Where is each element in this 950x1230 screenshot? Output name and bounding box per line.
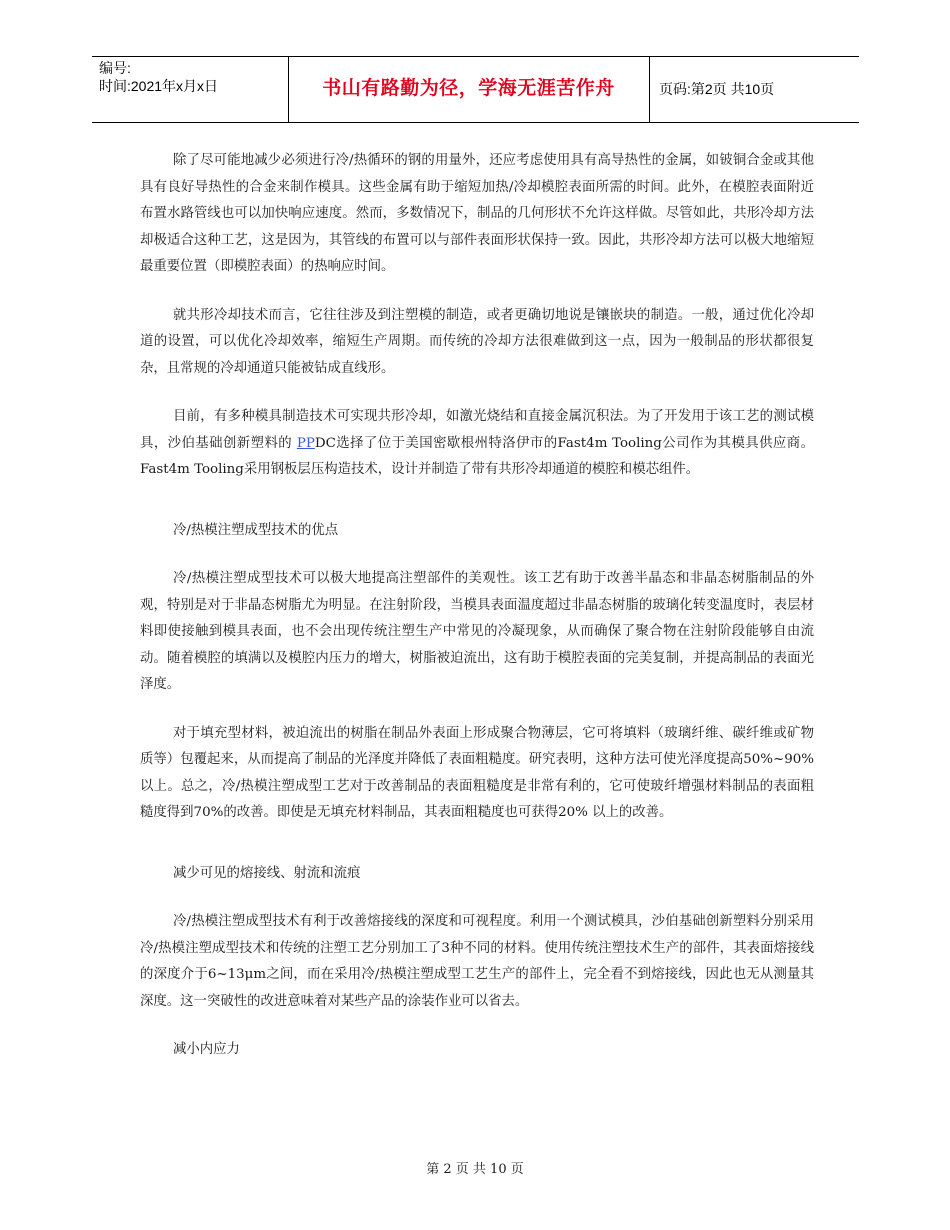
ppdc-link[interactable]: PP (296, 435, 315, 451)
page-header (92, 56, 859, 123)
section-heading: 减小内应力 (173, 1042, 240, 1057)
document-body (140, 148, 814, 1086)
paragraph: 冷/热模注塑成型技术可以极大地提高注塑部件的美观性。该工艺有助于改善半晶态和非晶态树脂制品的外观，特别是对于非晶态树脂尤为明显。在注射阶段，当模具表面温度超过非晶态树脂的玻璃化转变温度时，表层材料即使接触到模具表面，也不会出现传统注塑生产中常见的冷凝现象，从而确保了聚合物在注射阶段能够自由流动。随着模腔的填满以及模腔内压力的增大，树脂被迫流出，这有助于模腔表面的完美复制，并提高制品的表面光泽度。 (140, 571, 814, 692)
paragraph-text: DC选择了位于美国密歇根州特洛伊市的Fast4m Tooling公司作为其模具供应商。Fast4m Tooling采用钢板层压构造技术，设计并制造了带有共形冷却通道的模腔和模芯组件。 (140, 435, 814, 477)
paragraph: 就共形冷却技术而言，它往往涉及到注塑模的制造，或者更确切地说是镶嵌块的制造。一般，通过优化冷却道的设置，可以优化冷却效率，缩短生产周期。而传统的冷却方法很难做到这一点，因为一般制品的形状都很复杂，且常规的冷却通道只能被钻成直线形。 (140, 307, 814, 376)
document-number-label: 编号: (99, 60, 131, 76)
section-heading: 冷/热模注塑成型技术的优点 (173, 522, 339, 538)
header-meta (99, 59, 287, 95)
header-page-info: 页码:第2页 共10页 (659, 81, 775, 97)
paragraph: 对于填充型材料，被迫流出的树脂在制品外表面上形成聚合物薄层，它可将填料（玻璃纤维、碳纤维或矿物质等）包覆起来，从而提高了制品的光泽度并降低了表面粗糙度。研究表明，这种方法可使光泽度提高50%~90%以上。总之，冷/热模注塑成型工艺对于改善制品的表面粗糙度是非常有利的，它可使玻纤增强材料制品的表面粗糙度得到70%的改善。即使是无填充材料制品，其表面粗糙度也可获得20% 以上的改善。 (140, 725, 814, 820)
section-heading: 减少可见的熔接线、射流和流痕 (173, 865, 361, 881)
paragraph (140, 404, 814, 484)
header-motto: 书山有路勤为径，学海无涯苦作舟 (322, 77, 615, 99)
document-time-label: 时间:2021年x月x日 (99, 78, 219, 94)
header-divider (649, 57, 650, 122)
paragraph: 除了尽可能地减少必须进行冷/热循环的钢的用量外，还应考虑使用具有高导热性的金属，如铍铜合金或其他具有良好导热性的合金来制作模具。这些金属有助于缩短加热/冷却模腔表面所需的时间。此外，在模腔表面附近布置水路管线也可以加快响应速度。然而，多数情况下，制品的几何形状不允许这样做。尽管如此，共形冷却方法却极适合这种工艺，这是因为，其管线的布置可以与部件表面形状保持一致。因此，共形冷却方法可以极大地缩短最重要位置（即模腔表面）的热响应时间。 (140, 153, 814, 274)
paragraph: 冷/热模注塑成型技术有利于改善熔接线的深度和可视程度。利用一个测试模具，沙伯基础创新塑料分别采用冷/热模注塑成型技术和传统的注塑工艺分别加工了3种不同的材料。使用传统注塑技术生产的部件，其表面熔接线的深度介于6~13μm之间，而在采用冷/热模注塑成型工艺生产的部件上，完全看不到熔接线，因此也无从测量其深度。这一突破性的改进意味着对某些产品的涂装作业可以省去。 (140, 914, 814, 1009)
paragraph-text: 目前，有多种模具制造技术可实现共形冷却，如激光烧结和直接金属沉积法。为了开发用于该工艺的测试模具，沙伯基础创新塑料的 (140, 409, 814, 451)
page-footer: 第 2 页 共 10 页 (426, 1162, 524, 1177)
